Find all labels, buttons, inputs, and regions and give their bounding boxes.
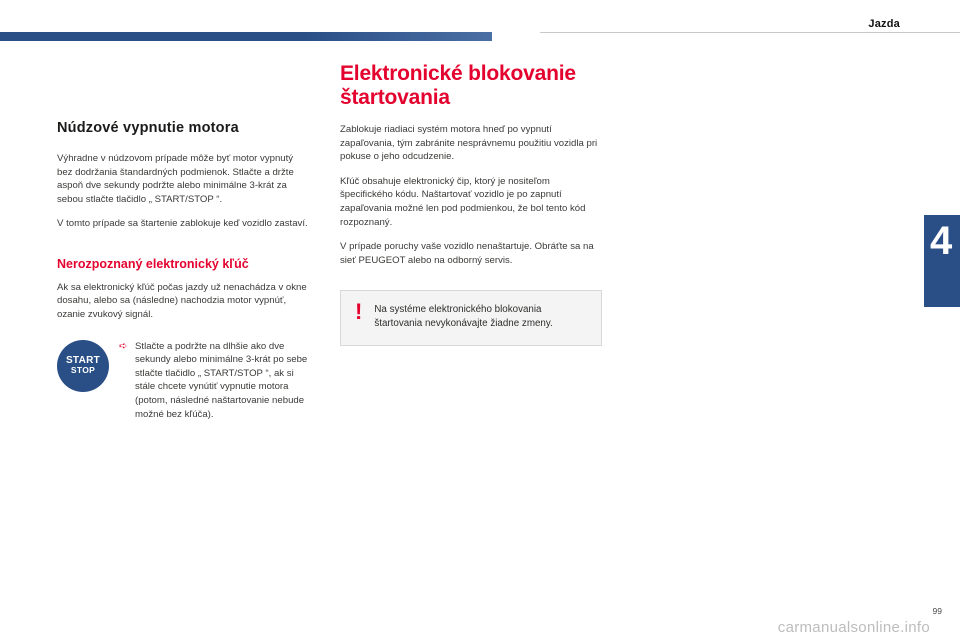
page-number: 99 (932, 606, 942, 616)
left-column (57, 120, 309, 444)
header-rule-left (0, 32, 492, 41)
arrow-bullet-icon: ➪ (119, 340, 128, 352)
paragraph: V tomto prípade sa štartenie zablokuje keď vozidlo zastaví. (57, 218, 308, 230)
warning-box (340, 290, 602, 346)
paragraph: Ak sa elektronický kľúč počas jazdy už nenachádza v okne dosahu, alebo sa (následne) nachodzia motor vypnúť, ozanie zvukový signál. (57, 281, 307, 320)
chapter-tab (924, 215, 960, 307)
callout-text: Stlačte a podržte na dlhšie ako dve sekundy alebo minimálne 3-krát po sebe stlačte tlačidlo „ START/STOP “, ak si stále chcete vynútiť vypnutie motora (potom, následné naštartovanie nebude možné bez kľúča). (135, 340, 308, 420)
chapter-number: 4 (930, 219, 953, 263)
start-stop-button-icon (57, 340, 109, 392)
page-title: Núdzové vypnutie motora (57, 120, 239, 136)
paragraph: Výhradne v núdzovom prípade môže byť motor vypnutý bez dodržania štandardných podmienok. Stlačte a držte aspoň dve sekundy podržte alebo minimálne 3-krát za sebou stlačte tlačidlo „ START/STOP “. (57, 153, 294, 205)
start-label: START (65, 354, 101, 366)
start-stop-callout (57, 340, 309, 444)
paragraph: V prípade poruchy vaše vozidlo nenaštartuje. Obráťte sa na sieť PEUGEOT alebo na odborný servis. (340, 241, 594, 266)
right-column (340, 62, 604, 346)
callout-body (119, 340, 309, 422)
header-rule-right (540, 32, 960, 33)
paragraph: Kľúč obsahuje elektronický čip, ktorý je nositeľom špecifického kódu. Naštartovať vozidlo je po zapnutí zapaľovania možné len pod podmienkou, že bol tento kód rozpoznaný. (340, 175, 586, 228)
paragraph: Zablokuje riadiaci systém motora hneď po vypnutí zapaľovania, tým zabránite nesprávnemu použitiu vozidla pri pokuse o jeho odcudzenie. (340, 124, 598, 163)
subsection-title: Nerozpoznaný elektronický kľúč (57, 257, 249, 272)
warning-icon: ! (355, 298, 363, 324)
chapter-label: Jazda (868, 18, 900, 30)
watermark: carmanualsonline.info (777, 619, 930, 636)
section-heading: Elektronické blokovanie štartovania (340, 62, 576, 109)
stop-label: STOP (70, 365, 96, 376)
warning-text: Na systéme elektronického blokovania štartovania nevykonávajte žiadne zmeny. (374, 303, 553, 329)
